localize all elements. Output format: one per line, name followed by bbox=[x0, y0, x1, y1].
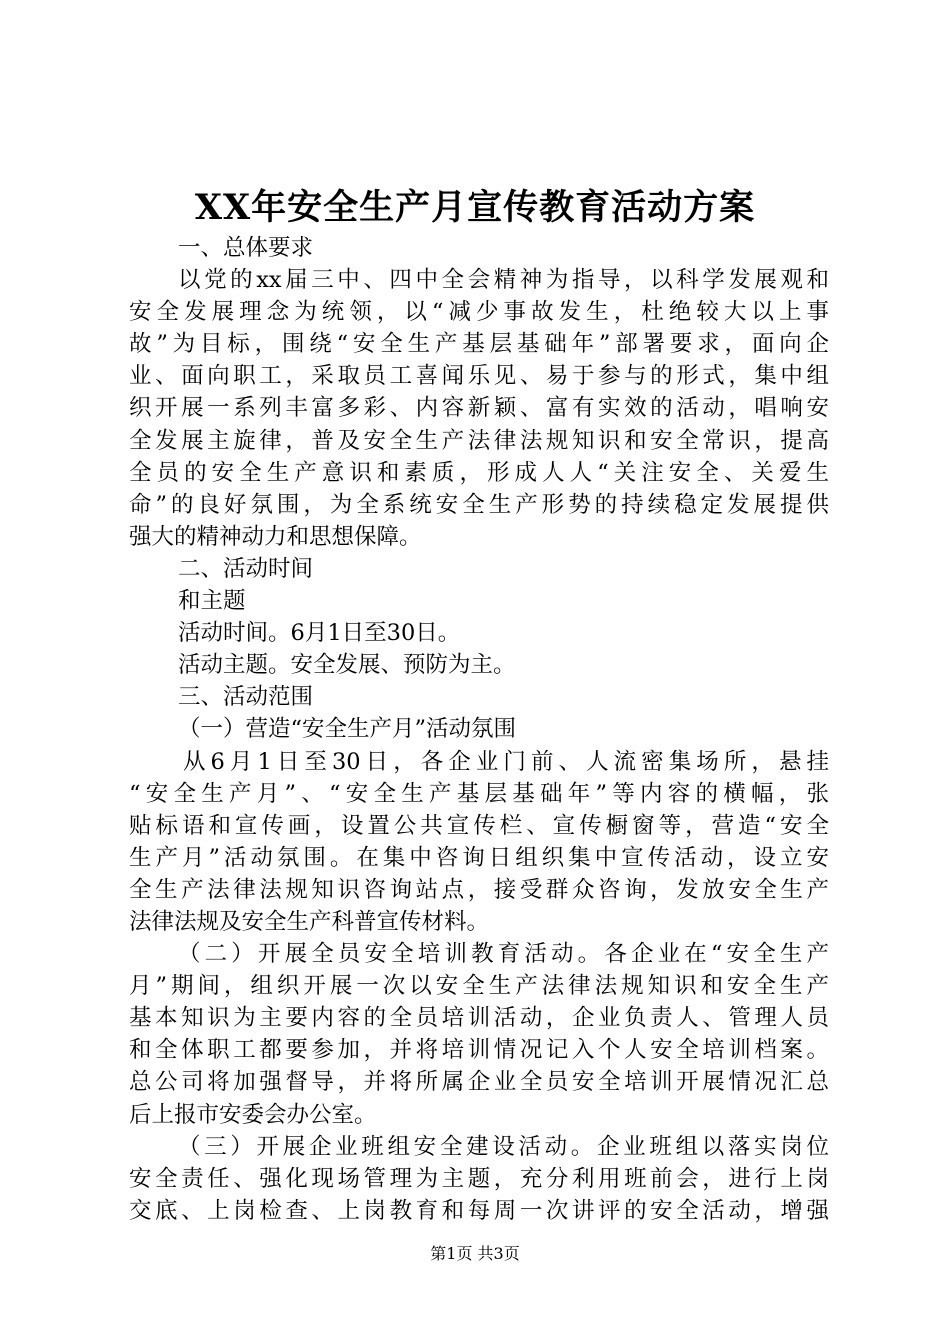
page-footer: 第1页 共3页 bbox=[430, 1244, 520, 1263]
text-line: 从6月1日至30日，各企业门前、人流密集场所，悬挂 bbox=[183, 748, 829, 775]
text-line: （二）开展全员安全培训教育活动。各企业在“安全生产 bbox=[178, 941, 829, 968]
text-line: 织开展一系列丰富多彩、内容新颖、富有实效的活动，唱响安 bbox=[129, 395, 829, 422]
text-line: 活动主题。安全发展、预防为主。 bbox=[178, 652, 516, 679]
text-line: 贴标语和宣传画，设置公共宣传栏、宣传橱窗等，营造“安全 bbox=[129, 812, 829, 839]
text-line: （一）营造“安全生产月”活动氛围 bbox=[178, 716, 517, 743]
text-line: 业、面向职工，采取员工喜闻乐见、易于参与的形式，集中组 bbox=[129, 363, 829, 390]
text-line: 法律法规及安全生产科普宣传材料。 bbox=[129, 908, 490, 935]
text-line: 月”期间，组织开展一次以安全生产法律法规知识和安全生产 bbox=[129, 973, 829, 1000]
text-line: 强大的精神动力和思想保障。 bbox=[129, 523, 422, 550]
text-line: 交底、上岗检查、上岗教育和每周一次讲评的安全活动，增强 bbox=[129, 1197, 829, 1224]
text-line: 全发展主旋律，普及安全生产法律法规知识和安全常识，提高 bbox=[129, 427, 829, 454]
text-line: 和主题 bbox=[178, 588, 246, 615]
text-line: （三）开展企业班组安全建设活动。企业班组以落实岗位 bbox=[178, 1133, 829, 1160]
text-line: 安全责任、强化现场管理为主题，充分利用班前会，进行上岗 bbox=[129, 1165, 829, 1192]
document-title: XX年安全生产月宣传教育活动方案 bbox=[194, 187, 756, 228]
text-line: 全生产法律法规知识咨询站点，接受群众咨询，发放安全生产 bbox=[129, 876, 829, 903]
text-line: 命”的良好氛围，为全系统安全生产形势的持续稳定发展提供 bbox=[129, 491, 829, 518]
text-line: 基本知识为主要内容的全员培训活动，企业负责人、管理人员 bbox=[129, 1005, 829, 1032]
text-line: 以党的xx届三中、四中全会精神为指导，以科学发展观和 bbox=[178, 267, 829, 294]
text-line: 活动时间。6月1日至30日。 bbox=[178, 620, 461, 647]
text-line: 后上报市安委会办公室。 bbox=[129, 1101, 377, 1128]
text-line: 一、总体要求 bbox=[178, 235, 314, 261]
text-line: 全员的安全生产意识和素质，形成人人“关注安全、关爱生 bbox=[129, 459, 829, 486]
text-line: 生产月”活动氛围。在集中咨询日组织集中宣传活动，设立安 bbox=[129, 844, 829, 871]
text-line: 总公司将加强督导，并将所属企业全员安全培训开展情况汇总 bbox=[129, 1069, 829, 1096]
text-line: 故”为目标，围绕“安全生产基层基础年”部署要求，面向企 bbox=[129, 331, 829, 358]
text-line: 安全发展理念为统领，以“减少事故发生，杜绝较大以上事 bbox=[129, 299, 829, 326]
text-line: 三、活动范围 bbox=[178, 684, 314, 711]
text-line: “安全生产月”、“安全生产基层基础年”等内容的横幅，张 bbox=[129, 780, 829, 807]
text-line: 二、活动时间 bbox=[178, 555, 314, 582]
text-line: 和全体职工都要参加，并将培训情况记入个人安全培训档案。 bbox=[129, 1037, 829, 1064]
document-body bbox=[129, 232, 829, 1227]
